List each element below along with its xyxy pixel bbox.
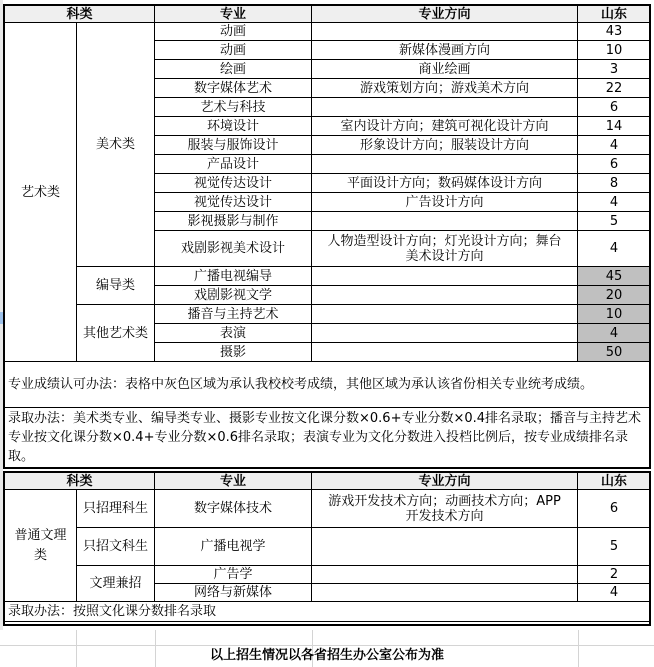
major-cell: 绘画 bbox=[155, 60, 312, 79]
count-cell-school-exam: 20 bbox=[578, 286, 651, 305]
count-cell-school-exam: 10 bbox=[578, 305, 651, 324]
art-admissions-table bbox=[4, 5, 651, 468]
direction-cell bbox=[312, 528, 578, 566]
note-admission-general: 录取办法：按照文化课分数排名录取 bbox=[5, 602, 651, 622]
direction-cell: 人物造型设计方向；灯光设计方向；舞台美术设计方向 bbox=[312, 231, 578, 267]
count-cell: 8 bbox=[578, 174, 651, 193]
subgroup-fine-arts: 美术类 bbox=[77, 23, 155, 267]
direction-cell bbox=[312, 267, 578, 286]
direction-cell bbox=[312, 286, 578, 305]
count-cell: 6 bbox=[578, 490, 651, 528]
count-cell-school-exam: 4 bbox=[578, 324, 651, 343]
major-cell: 摄影 bbox=[155, 343, 312, 362]
count-cell: 4 bbox=[578, 584, 651, 602]
direction-cell: 室内设计方向；建筑可视化设计方向 bbox=[312, 117, 578, 136]
count-cell: 14 bbox=[578, 117, 651, 136]
header-category: 科类 bbox=[5, 6, 155, 23]
major-cell: 动画 bbox=[155, 23, 312, 41]
major-cell: 表演 bbox=[155, 324, 312, 343]
major-cell: 广播电视编导 bbox=[155, 267, 312, 286]
direction-cell bbox=[312, 324, 578, 343]
major-cell: 影视摄影与制作 bbox=[155, 212, 312, 231]
count-cell: 2 bbox=[578, 566, 651, 584]
major-cell: 广告学 bbox=[155, 566, 312, 584]
header-major: 专业 bbox=[155, 473, 312, 490]
major-cell: 数字媒体艺术 bbox=[155, 79, 312, 98]
major-cell: 数字媒体技术 bbox=[155, 490, 312, 528]
major-cell: 网络与新媒体 bbox=[155, 584, 312, 602]
direction-cell: 平面设计方向；数码媒体设计方向 bbox=[312, 174, 578, 193]
major-cell: 产品设计 bbox=[155, 155, 312, 174]
note-admission-art: 录取办法：美术类专业、编导类专业、摄影专业按文化课分数×0.6+专业分数×0.4排名录取；播音与主持艺术专业按文化课分数×0.4+专业分数×0.6排名录取；表演专业为文化分数进入投档比例后，按专业成绩排名录取。 bbox=[5, 408, 651, 468]
direction-cell bbox=[312, 155, 578, 174]
major-cell: 动画 bbox=[155, 41, 312, 60]
direction-cell bbox=[312, 23, 578, 41]
direction-cell: 新媒体漫画方向 bbox=[312, 41, 578, 60]
header-direction: 专业方向 bbox=[312, 6, 578, 23]
direction-cell: 游戏策划方向；游戏美术方向 bbox=[312, 79, 578, 98]
direction-cell bbox=[312, 305, 578, 324]
major-cell: 戏剧影视文学 bbox=[155, 286, 312, 305]
subgroup-liberal-only: 只招文科生 bbox=[77, 528, 155, 566]
general-admissions-table bbox=[4, 472, 651, 622]
major-cell: 播音与主持艺术 bbox=[155, 305, 312, 324]
count-cell: 4 bbox=[578, 193, 651, 212]
group-art: 艺术类 bbox=[5, 23, 77, 362]
direction-cell: 游戏开发技术方向；动画技术方向；APP开发技术方向 bbox=[312, 490, 578, 528]
major-cell: 戏剧影视美术设计 bbox=[155, 231, 312, 267]
subgroup-other-arts: 其他艺术类 bbox=[77, 305, 155, 362]
count-cell: 4 bbox=[578, 231, 651, 267]
note-recognition: 专业成绩认可办法：表格中灰色区域为承认我校校考成绩，其他区域为承认该省份相关专业统考成绩。 bbox=[5, 362, 651, 408]
subgroup-directing: 编导类 bbox=[77, 267, 155, 305]
major-cell: 艺术与科技 bbox=[155, 98, 312, 117]
group-general: 普通文理类 bbox=[5, 490, 77, 602]
major-cell: 服装与服饰设计 bbox=[155, 136, 312, 155]
count-cell-school-exam: 45 bbox=[578, 267, 651, 286]
direction-cell bbox=[312, 212, 578, 231]
header-province: 山东 bbox=[578, 6, 651, 23]
count-cell: 10 bbox=[578, 41, 651, 60]
direction-cell bbox=[312, 584, 578, 602]
major-cell: 视觉传达设计 bbox=[155, 193, 312, 212]
subgroup-science-only: 只招理科生 bbox=[77, 490, 155, 528]
footer-note: 以上招生情况以各省招生办公室公布为准 bbox=[209, 648, 444, 663]
direction-cell bbox=[312, 566, 578, 584]
direction-cell bbox=[312, 343, 578, 362]
row-selection-marker bbox=[0, 312, 3, 324]
count-cell: 5 bbox=[578, 528, 651, 566]
major-cell: 广播电视学 bbox=[155, 528, 312, 566]
count-cell: 5 bbox=[578, 212, 651, 231]
count-cell: 43 bbox=[578, 23, 651, 41]
count-cell: 22 bbox=[578, 79, 651, 98]
count-cell-school-exam: 50 bbox=[578, 343, 651, 362]
subgroup-both: 文理兼招 bbox=[77, 566, 155, 602]
count-cell: 6 bbox=[578, 98, 651, 117]
count-cell: 3 bbox=[578, 60, 651, 79]
header-direction: 专业方向 bbox=[312, 473, 578, 490]
direction-cell bbox=[312, 98, 578, 117]
direction-cell: 形象设计方向；服装设计方向 bbox=[312, 136, 578, 155]
major-cell: 环境设计 bbox=[155, 117, 312, 136]
header-major: 专业 bbox=[155, 6, 312, 23]
direction-cell: 商业绘画 bbox=[312, 60, 578, 79]
count-cell: 4 bbox=[578, 136, 651, 155]
header-province: 山东 bbox=[578, 473, 651, 490]
header-category: 科类 bbox=[5, 473, 155, 490]
major-cell: 视觉传达设计 bbox=[155, 174, 312, 193]
direction-cell: 广告设计方向 bbox=[312, 193, 578, 212]
count-cell: 6 bbox=[578, 155, 651, 174]
